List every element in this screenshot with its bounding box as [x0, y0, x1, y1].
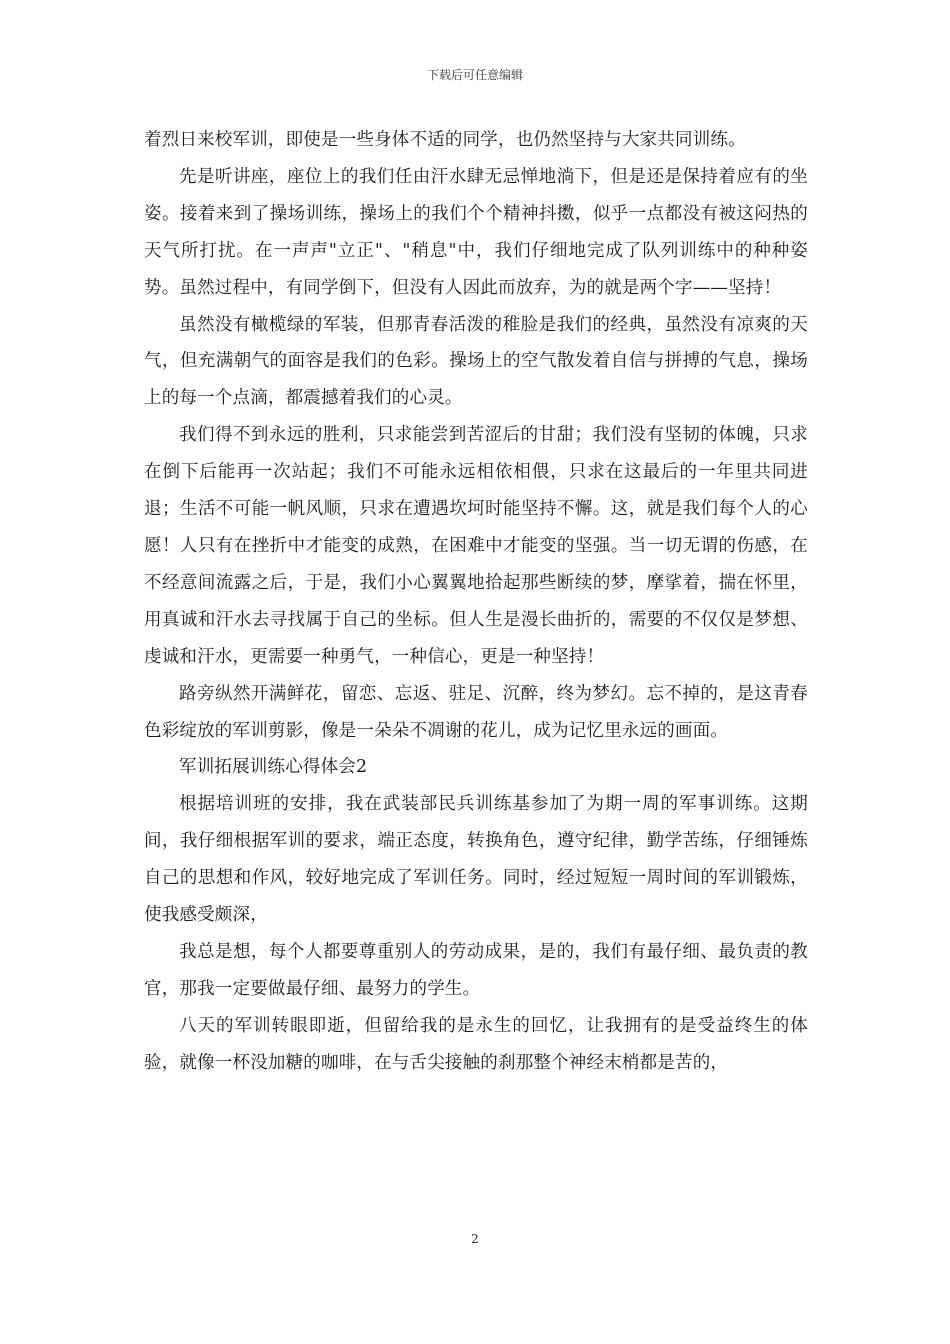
paragraph: 着烈日来校军训，即使是一些身体不适的同学，也仍然坚持与大家共同训练。 [144, 130, 746, 150]
paragraph: 路旁纵然开满鲜花，留恋、忘返、驻足、沉醉，终为梦幻。忘不掉的，是这青春色彩绽放的军训剪影，像是一朵朵不凋谢的花儿，成为记忆里永远的画面。 [144, 683, 808, 741]
paragraph: 八天的军训转眼即逝，但留给我的是永生的回忆，让我拥有的是受益终生的体验，就像一杯没加糖的咖啡，在与舌尖接触的刹那整个神经末梢都是苦的， [144, 1015, 808, 1073]
page-header: 下载后可任意编辑 [426, 68, 523, 82]
paragraph: 虽然没有橄榄绿的军装，但那青春活泼的稚脸是我们的经典，虽然没有凉爽的天气，但充满朝气的面容是我们的色彩。操场上的空气散发着自信与拼搏的气息，操场上的每一个点滴，都震撼着我们的心灵。 [144, 314, 808, 409]
page-number: 2 [471, 1232, 479, 1246]
document-body [144, 122, 808, 1082]
section-heading: 军训拓展训练心得体会2 [179, 757, 368, 778]
paragraph: 先是听讲座，座位上的我们任由汗水肆无忌惮地淌下，但是还是保持着应有的坐姿。接着来到了操场训练，操场上的我们个个精神抖擞，似乎一点都没有被这闷热的天气所打扰。在一声声"立正"、"稍息"中，我们仔细地完成了队列训练中的种种姿势。虽然过程中，有同学倒下，但没有人因此而放弃，为的就是两个字——坚持！ [144, 166, 808, 298]
paragraph: 根据培训班的安排，我在武装部民兵训练基参加了为期一周的军事训练。这期间，我仔细根据军训的要求，端正态度，转换角色，遵守纪律，勤学苦练，仔细锤炼自己的思想和作风，较好地完成了军训任务。同时，经过短短一周时间的军训锻炼，使我感受颇深， [144, 794, 808, 926]
paragraph: 我总是想，每个人都要尊重别人的劳动成果，是的，我们有最仔细、最负责的教官，那我一定要做最仔细、最努力的学生。 [144, 941, 808, 999]
paragraph: 我们得不到永远的胜利，只求能尝到苦涩后的甘甜；我们没有坚韧的体魄，只求在倒下后能再一次站起；我们不可能永远相依相偎，只求在这最后的一年里共同进退；生活不可能一帆风顺，只求在遭遇坎坷时能坚持不懈。这，就是我们每个人的心愿！人只有在挫折中才能变的成熟，在困难中才能变的坚强。当一切无谓的伤感，在不经意间流露之后，于是，我们小心翼翼地拾起那些断续的梦，摩挲着，揣在怀里，用真诚和汗水去寻找属于自己的坐标。但人生是漫长曲折的，需要的不仅仅是梦想、虔诚和汗水，更需要一种勇气，一种信心，更是一种坚持！ [144, 425, 808, 667]
